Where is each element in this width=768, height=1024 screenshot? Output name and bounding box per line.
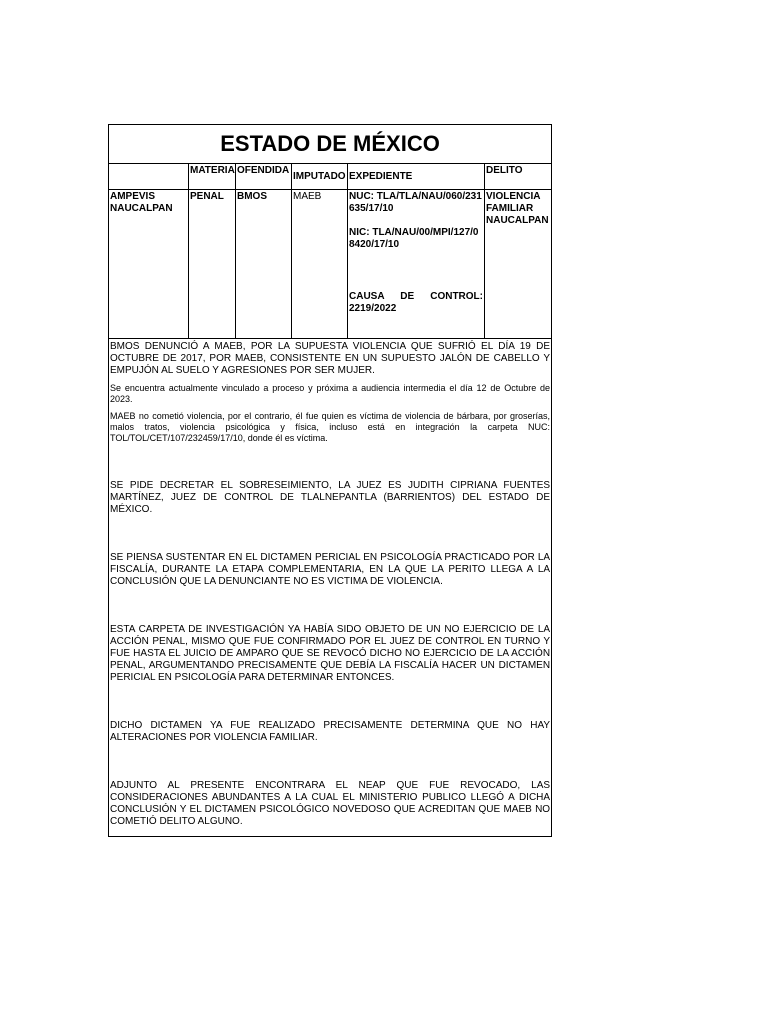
header-imputado: IMPUTADO <box>292 164 348 190</box>
causa-label: CAUSA DE CONTROL: <box>349 291 483 302</box>
narrative-p6: ESTA CARPETA DE INVESTIGACIÓN YA HABÍA SIDO OBJETO DE UN NO EJERCICIO DE LA ACCIÓN PENAL, MISMO QUE FUE CONFIRMADO POR EL JUEZ DE CONTROL EN TURNO Y FUE HASTA EL JUICIO DE AMPARO QUE SE REVOCÓ DICHO NO EJERCICIO DE LA ACCIÓN PENAL, ARGUMENTANDO PRECISAMENTE QUE DEBÍA LA FISCALÍA HACER UN DICTAMEN PERICIAL EN PSICOLOGÍA PARA DETERMINAR ENTONCES. <box>110 624 551 683</box>
header-delito: DELITO <box>485 164 552 190</box>
narrative-p2: Se encuentra actualmente vinculado a proceso y próxima a audiencia intermedia el día 12 de Octubre de 2023. <box>110 383 551 404</box>
narrative-cell <box>109 339 552 837</box>
page-title: ESTADO DE MÉXICO <box>109 125 552 164</box>
cell-expediente <box>348 190 485 339</box>
cell-imputado: MAEB <box>292 190 348 339</box>
narrative-p1: BMOS DENUNCIÓ A MAEB, POR LA SUPUESTA VIOLENCIA QUE SUFRIÓ EL DÍA 19 DE OCTUBRE DE 2017, POR MAEB, CONSISTENTE EN UN SUPUESTO JALÓN DE CABELLO Y EMPUJÓN AL SUELO Y AGRESIONES POR SER MUJER. <box>110 341 551 376</box>
nic-number: NIC: TLA/NAU/00/MPI/127/08420/17/10 <box>349 227 479 250</box>
header-expediente: EXPEDIENTE <box>348 164 485 190</box>
narrative-p5: SE PIENSA SUSTENTAR EN EL DICTAMEN PERICIAL EN PSICOLOGÍA PRACTICADO POR LA FISCALÍA, DURANTE LA ETAPA COMPLEMENTARIA, EN LA QUE LA PERITO LLEGA A LA CONCLUSIÓN QUE LA DENUNCIANTE NO ES VICTIMA DE VIOLENCIA. <box>110 552 551 587</box>
cell-oficina: AMPEVIS NAUCALPAN <box>109 190 189 339</box>
causa-value: 2219/2022 <box>349 303 397 314</box>
cell-ofendida: BMOS <box>236 190 292 339</box>
causa-label-line <box>349 291 483 303</box>
case-table <box>108 124 552 837</box>
narrative-p3: MAEB no cometió violencia, por el contrario, él fue quien es víctima de violencia de bárbara, por groserías, malos tratos, violencia psicológica y física, incluso está en integración la carpeta NUC: TOL/TOL/CET/107/232459/17/10, donde él es víctima. <box>110 411 551 443</box>
narrative-p8: ADJUNTO AL PRESENTE ENCONTRARA EL NEAP QUE FUE REVOCADO, LAS CONSIDERACIONES ABUNDANTES A LA CUAL EL MINISTERIO PUBLICO LLEGÓ A DICHA CONCLUSIÓN Y EL DICTAMEN PSICOLÓGICO NOVEDOSO QUE ACREDITAN QUE MAEB NO COMETIÓ DELITO ALGUNO. <box>110 780 551 827</box>
header-ofendida: OFENDIDA <box>236 164 292 190</box>
nuc-number: NUC: TLA/TLA/NAU/060/231635/17/10 <box>349 191 482 214</box>
narrative-p7: DICHO DICTAMEN YA FUE REALIZADO PRECISAMENTE DETERMINA QUE NO HAY ALTERACIONES POR VIOLENCIA FAMILIAR. <box>110 720 551 743</box>
header-oficina <box>109 164 189 190</box>
cell-delito: VIOLENCIA FAMILIAR NAUCALPAN <box>485 190 552 339</box>
cell-materia: PENAL <box>189 190 236 339</box>
narrative-p4: SE PIDE DECRETAR EL SOBRESEIMIENTO, LA JUEZ ES JUDITH CIPRIANA FUENTES MARTÍNEZ, JUEZ DE CONTROL DE TLALNEPANTLA (BARRIENTOS) DEL ESTADO DE MÉXICO. <box>110 480 551 515</box>
header-materia: MATERIA <box>189 164 236 190</box>
